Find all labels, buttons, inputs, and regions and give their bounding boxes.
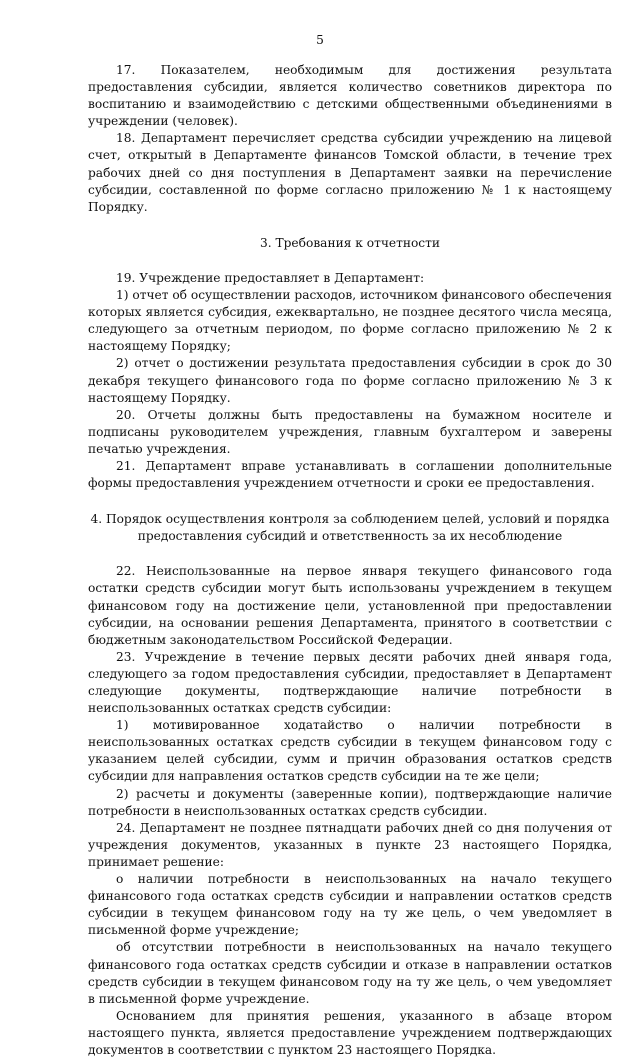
section-4-heading-line-1: 4. Порядок осуществления контроля за соблюдением целей, условий и порядка: [90, 512, 610, 527]
paragraph-24-option-1: о наличии потребности в неиспользованных на начало текущего финансового года остатках средств субсидии и направлении остатков средств субсидии в текущем финансовом году на ту же цель, о чем уведомляет в письменной форме учреждение;: [88, 872, 612, 938]
paragraph-17: 17. Показателем, необходимым для достижения результата предоставления субсидии, является количество советников директора по воспитанию и взаимодействию с детскими общественными объединениями в учреждении (человек).: [88, 63, 612, 129]
paragraph-23-item-2: 2) расчеты и документы (заверенные копии), подтверждающие наличие потребности в неиспользованных остатках средств субсидии.: [88, 786, 612, 818]
paragraph-19: 19. Учреждение предоставляет в Департамент:: [116, 270, 425, 285]
paragraph-23-item-1: 1) мотивированное ходатайство о наличии потребности в неиспользованных остатках средств субсидии в текущем финансовом году с указанием целей субсидии, сумм и причин образования остатков средств субсидии для направления остатков средств субсидии на те же цели;: [88, 718, 612, 784]
page-number: 5: [316, 33, 324, 47]
paragraph-21: 21. Департамент вправе устанавливать в соглашении дополнительные формы предоставления учреждением отчетности и сроки ее предоставления.: [88, 458, 612, 491]
section-4-heading-line-2: предоставления субсидий и ответственность за их несоблюдение: [137, 529, 563, 544]
paragraph-24-basis: Основанием для принятия решения, указанного в абзаце втором настоящего пункта, является предоставление учреждением подтверждающих документов в соответствии с пунктом 23 настоящего Порядка.: [88, 1008, 612, 1057]
paragraph-23: 23. Учреждение в течение первых десяти рабочих дней января года, следующего за годом предоставления субсидии, предоставляет в Департамент следующие документы, подтверждающие наличие потребности в неиспользованных остатках средств субсидии:: [88, 649, 612, 716]
paragraph-22: 22. Неиспользованные на первое января текущего финансового года остатки средств субсидии могут быть использованы учреждением в текущем финансовом году на достижение цели, установленной при предоставлении субсидии, на основании решения Департамента, принятого в соответствии с бюджетным законодательством Российской Федерации.: [88, 564, 612, 647]
paragraph-19-item-2: 2) отчет о достижении результата предоставления субсидии в срок до 30 декабря текущего финансового года по форме согласно приложению № 3 к настоящему Порядку.: [88, 356, 612, 405]
document-body: [88, 62, 612, 1059]
paragraph-24-option-2: об отсутствии потребности в неиспользованных на начало текущего финансового года остатках средств субсидии и отказе в направлении остатков средств субсидии в текущем финансовом году на ту же цель, о чем уведомляет в письменной форме учреждение.: [88, 940, 612, 1006]
paragraph-18: 18. Департамент перечисляет средства субсидии учреждению на лицевой счет, открытый в Департаменте финансов Томской области, в течение трех рабочих дней со дня поступления в Департамент заявки на перечисление субсидии, составленной по форме согласно приложению № 1 к настоящему Порядку.: [88, 131, 612, 214]
section-3-heading: 3. Требования к отчетности: [260, 235, 440, 250]
paragraph-20: 20. Отчеты должны быть предоставлены на бумажном носителе и подписаны руководителем учреждения, главным бухгалтером и заверены печатью учреждения.: [88, 407, 612, 456]
paragraph-19-item-1: 1) отчет об осуществлении расходов, источником финансового обеспечения которых является субсидия, ежеквартально, не позднее десятого числа месяца, следующего за отчетным периодом, по форме согласно приложению № 2 к настоящему Порядку;: [88, 288, 612, 354]
paragraph-24: 24. Департамент не позднее пятнадцати рабочих дней со дня получения от учреждения документов, указанных в пункте 23 настоящего Порядка, принимает решение:: [88, 820, 612, 869]
